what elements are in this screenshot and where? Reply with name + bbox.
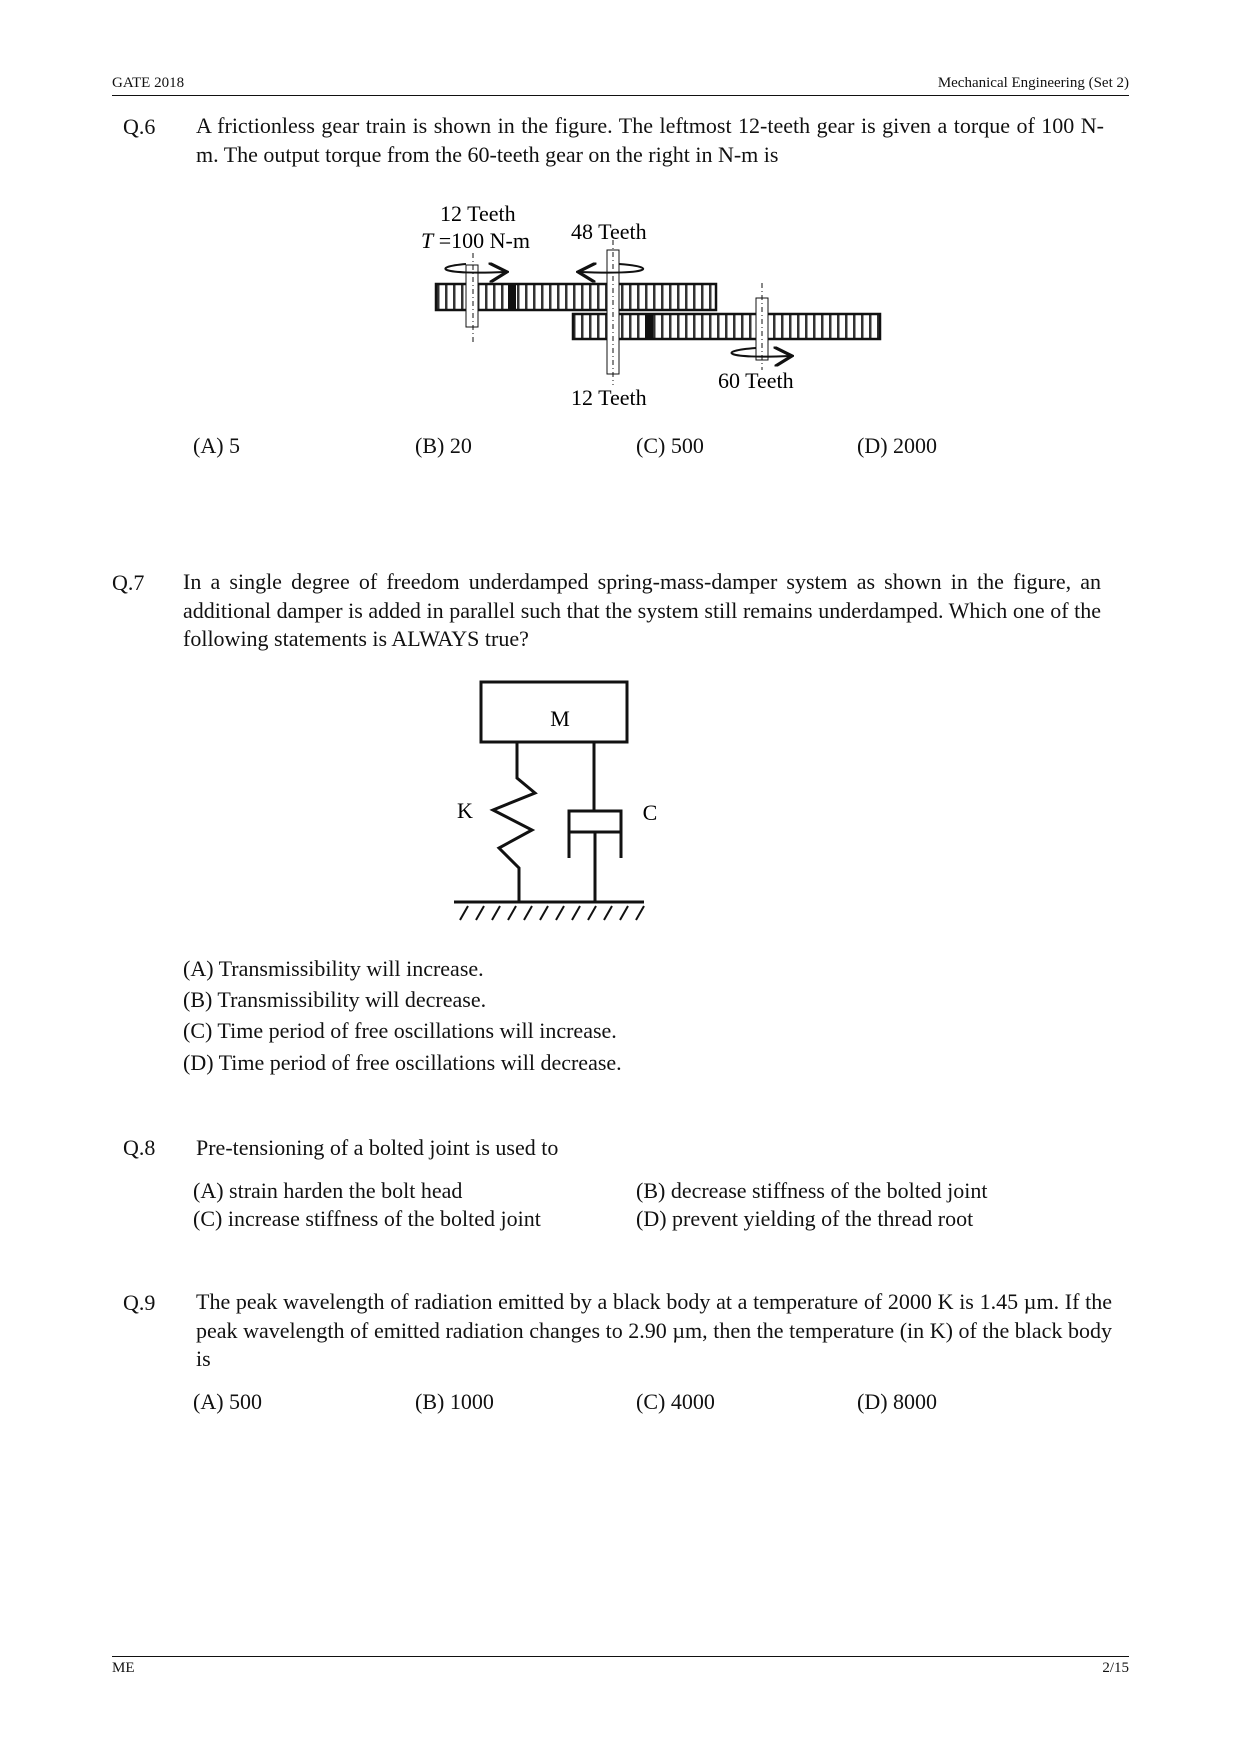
question-7-number: Q.7: [112, 570, 145, 595]
shaft-left: [466, 265, 478, 327]
q9-option-a: (A) 500: [193, 1389, 263, 1414]
question-8-text: Pre-tensioning of a bolted joint is used to: [196, 1135, 559, 1160]
question-8-number: Q.8: [123, 1135, 156, 1160]
q8-option-b: (B) decrease stiffness of the bolted joint: [636, 1178, 988, 1203]
footer-rule: [112, 1656, 1129, 1657]
question-9-number: Q.9: [123, 1290, 156, 1315]
q9-option-d: (D) 8000: [857, 1389, 938, 1414]
question-6-text: A frictionless gear train is shown in the figure. The leftmost 12-teeth gear is given a torque of 100 N-m. The output torque from the 60-teeth gear on the right in N-m is: [196, 113, 1104, 167]
spring-label: K: [457, 798, 473, 823]
q9-option-b: (B) 1000: [415, 1389, 494, 1414]
q6-option-b: (B) 20: [415, 433, 472, 458]
label-torque: T =100 N-m: [421, 228, 530, 253]
label-12-teeth-bottom: 12 Teeth: [571, 385, 647, 410]
q9-option-c: (C) 4000: [636, 1389, 715, 1414]
q6-option-d: (D) 2000: [857, 433, 938, 458]
label-48-teeth: 48 Teeth: [571, 219, 647, 244]
q6-option-c: (C) 500: [636, 433, 704, 458]
ground-hatch: [460, 906, 644, 920]
question-7-text: In a single degree of freedom underdamped spring-mass-damper system as shown in the figure, an additional damper is added in parallel such that the system still remains underdamped. Which one of the following statements is ALWAYS true?: [183, 569, 1101, 651]
header-exam: GATE 2018: [112, 75, 185, 91]
spring-mass-damper-figure: [440, 670, 670, 930]
label-12-teeth-top: 12 Teeth: [440, 201, 516, 226]
q7-option-b: (B) Transmissibility will decrease.: [183, 987, 487, 1012]
q6-option-a: (A) 5: [193, 433, 241, 458]
footer-code: ME: [112, 1660, 135, 1676]
gear-train-figure: [0, 0, 1241, 440]
header-paper: Mechanical Engineering (Set 2): [937, 75, 1129, 91]
q7-option-d: (D) Time period of free oscillations will decrease.: [183, 1050, 622, 1075]
q7-option-c: (C) Time period of free oscillations will increase.: [183, 1018, 617, 1043]
damper-label: C: [642, 800, 658, 825]
question-6-number: Q.6: [123, 114, 156, 139]
q8-option-c: (C) increase stiffness of the bolted joint: [193, 1206, 541, 1231]
page-number: 2/15: [1102, 1660, 1129, 1676]
question-9-text: The peak wavelength of radiation emitted by a black body at a temperature of 2000 K is 1.45 µm. If the peak wavelength of emitted radiation changes to 2.90 µm, then the temperature (in K) of the black body is: [196, 1289, 1112, 1371]
mass-label: M: [550, 706, 570, 731]
label-60-teeth: 60 Teeth: [718, 368, 794, 393]
spring: [493, 742, 535, 902]
q8-option-d: (D) prevent yielding of the thread root: [636, 1206, 974, 1231]
q8-option-a: (A) strain harden the bolt head: [193, 1178, 463, 1203]
q7-option-a: (A) Transmissibility will increase.: [183, 956, 484, 981]
